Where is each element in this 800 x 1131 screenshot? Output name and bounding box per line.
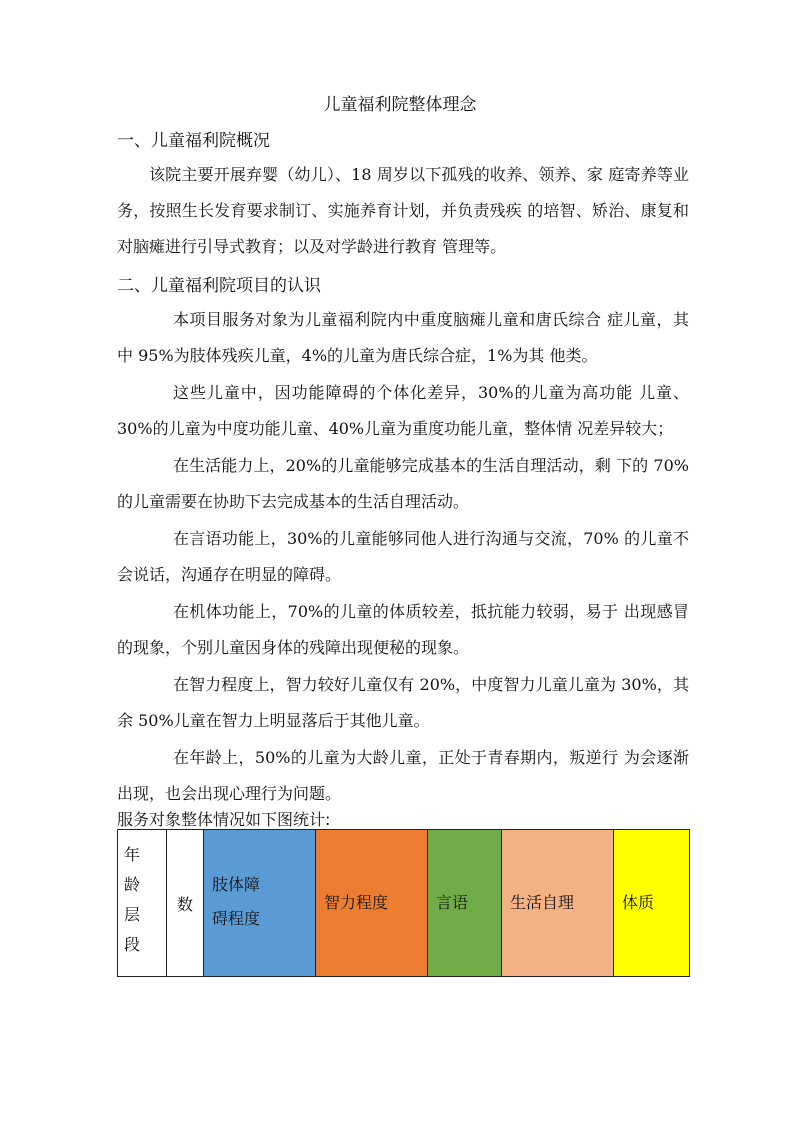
section2-paragraph-6: 在智力程度上，智力较好儿童仅有 20%，中度智力儿童儿童为 30%，其余 50%儿童在智力上明显落后于其他儿童。 xyxy=(117,675,689,730)
intelligence-header xyxy=(316,830,428,977)
lang-header-label: 言语 xyxy=(436,893,469,912)
section2-paragraph-3: 在生活能力上，20%的儿童能够完成基本的生活自理活动，剩 下的 70%的儿童需要在协助下去完成基本的生活自理活动。 xyxy=(117,456,689,511)
intel-header-label: 智力程度 xyxy=(324,893,389,912)
document-title: 儿童福利院整体理念 xyxy=(323,95,477,115)
section1-paragraph: 该院主要开展弃婴（幼儿）、18 周岁以下孤残的收养、领养、家 庭寄养等业务，按照生长发育要求制订、实施养育计划，并负责残疾 的培智、矫治、康复和对脑瘫进行引导式教育；以及对学龄进行教育 管理等。 xyxy=(117,165,689,256)
table-caption: 服务对象整体情况如下图统计: xyxy=(117,810,331,829)
section2-paragraph-1: 本项目服务对象为儿童福利院内中重度脑瘫儿童和唐氏综合 症儿童，其中 95%为肢体残疾儿童，4%的儿童为唐氏综合症，1%为其 他类。 xyxy=(117,310,689,365)
age-header-line2: 层段 xyxy=(124,905,149,954)
age-segment-header xyxy=(118,830,167,977)
self-care-header xyxy=(502,830,614,977)
section1-heading: 一、儿童福利院概况 xyxy=(117,131,270,151)
limb-disability-header xyxy=(204,830,316,977)
limb-header-line2: 碍程度 xyxy=(212,909,261,928)
section2-paragraph-4: 在言语功能上，30%的儿童能够同他人进行沟通与交流，70% 的儿童不会说话，沟通存在明显的障碍。 xyxy=(117,529,689,584)
stats-table xyxy=(117,829,690,977)
section2-heading: 二、儿童福利院项目的认识 xyxy=(117,276,321,296)
section2-paragraph-2: 这些儿童中，因功能障碍的个体化差异，30%的儿童为高功能 儿童、30%的儿童为中度功能儿童、40%儿童为重度功能儿童，整体情 况差异较大； xyxy=(117,383,689,438)
section2-paragraph-7: 在年龄上，50%的儿童为大龄儿童，正处于青春期内，叛逆行 为会逐渐出现，也会出现心理行为问题。 xyxy=(117,748,689,803)
physique-header xyxy=(614,830,690,977)
table-header-row xyxy=(118,830,690,977)
count-header xyxy=(167,830,204,977)
section2-paragraph-5: 在机体功能上，70%的儿童的体质较差，抵抗能力较弱，易于 出现感冒的现象，个别儿童因身体的残障出现便秘的现象。 xyxy=(117,602,689,657)
limb-header-line1: 肢体障 xyxy=(212,875,261,894)
age-header-line1: 年龄 xyxy=(124,845,149,894)
life-header-label: 生活自理 xyxy=(510,893,575,912)
count-header-label: 数 xyxy=(176,894,193,914)
phys-header-label: 体质 xyxy=(622,893,655,912)
language-header xyxy=(428,830,502,977)
